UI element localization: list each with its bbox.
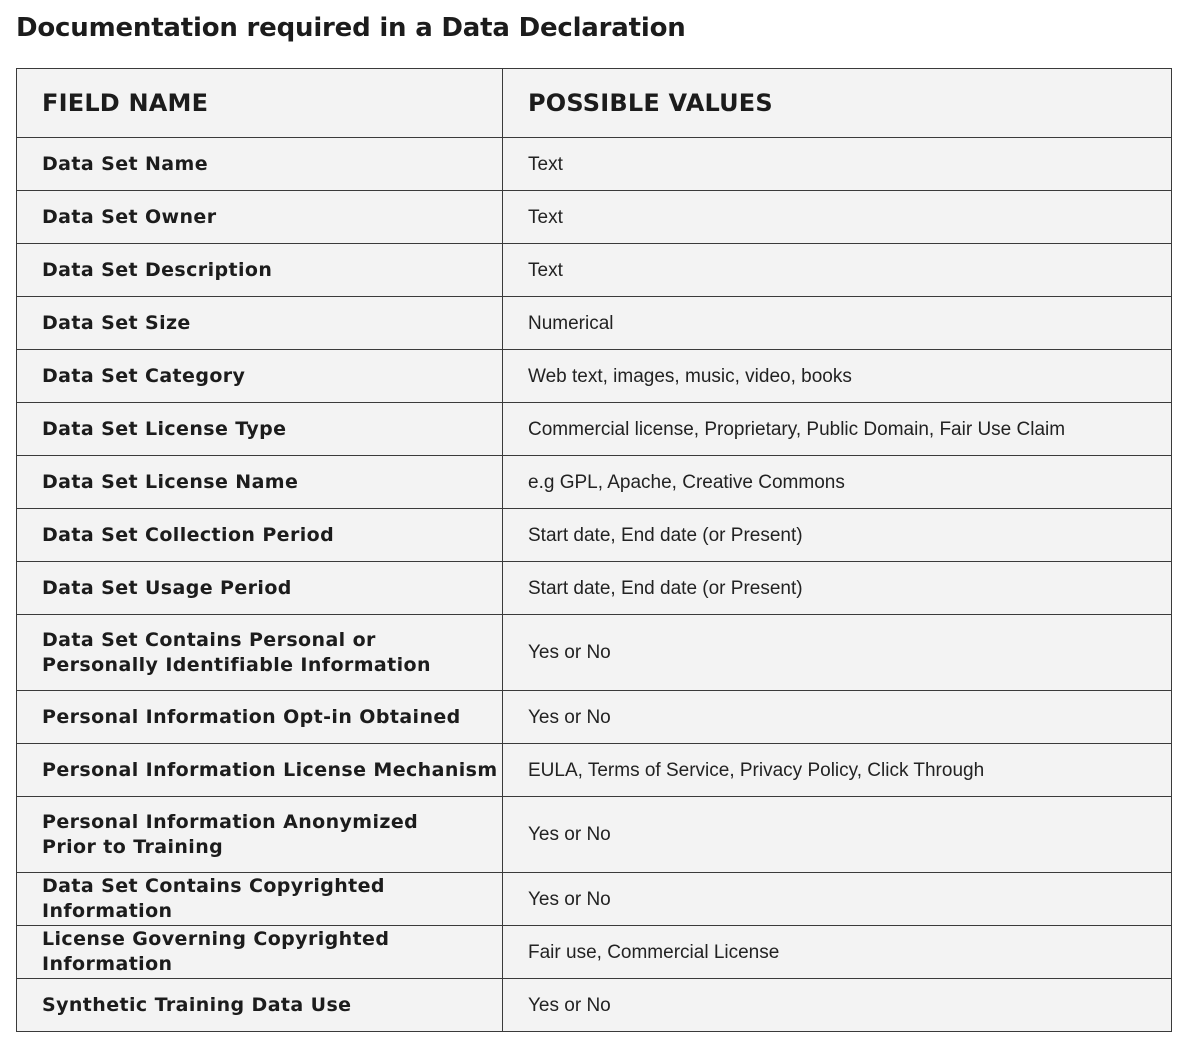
table-row — [17, 244, 1172, 297]
possible-values-cell: Yes or No — [503, 873, 1172, 926]
field-name-cell: Data Set Owner — [17, 191, 503, 244]
data-declaration-table — [16, 68, 1172, 1032]
possible-values-cell: Start date, End date (or Present) — [503, 509, 1172, 562]
possible-values-cell: Yes or No — [503, 797, 1172, 873]
field-name-cell: Data Set Contains Personal or Personally Identifiable Information — [17, 615, 503, 691]
table-row — [17, 297, 1172, 350]
possible-values-cell: Web text, images, music, video, books — [503, 350, 1172, 403]
possible-values-cell: Text — [503, 244, 1172, 297]
table-row — [17, 744, 1172, 797]
table-row — [17, 350, 1172, 403]
table-row — [17, 138, 1172, 191]
table-row — [17, 926, 1172, 979]
possible-values-cell: Yes or No — [503, 615, 1172, 691]
field-name-cell: Data Set Usage Period — [17, 562, 503, 615]
possible-values-cell: Yes or No — [503, 691, 1172, 744]
table-row — [17, 615, 1172, 691]
possible-values-cell: Yes or No — [503, 979, 1172, 1032]
field-name-cell: Personal Information Opt-in Obtained — [17, 691, 503, 744]
table-row — [17, 562, 1172, 615]
table-row — [17, 191, 1172, 244]
possible-values-cell: Numerical — [503, 297, 1172, 350]
table-row — [17, 797, 1172, 873]
field-name-cell: Data Set License Type — [17, 403, 503, 456]
column-header-possible-values: POSSIBLE VALUES — [503, 69, 1172, 138]
field-name-cell: Personal Information Anonymized Prior to Training — [17, 797, 503, 873]
possible-values-cell: e.g GPL, Apache, Creative Commons — [503, 456, 1172, 509]
field-name-cell: Personal Information License Mechanism — [17, 744, 503, 797]
table-row — [17, 691, 1172, 744]
column-header-field-name: FIELD NAME — [17, 69, 503, 138]
possible-values-cell: Fair use, Commercial License — [503, 926, 1172, 979]
page-title: Documentation required in a Data Declaration — [16, 13, 686, 43]
possible-values-cell: Commercial license, Proprietary, Public Domain, Fair Use Claim — [503, 403, 1172, 456]
table-row — [17, 509, 1172, 562]
field-name-cell: Data Set Collection Period — [17, 509, 503, 562]
possible-values-cell: Start date, End date (or Present) — [503, 562, 1172, 615]
field-name-cell: Data Set Contains Copyrighted Information — [17, 873, 503, 926]
possible-values-cell: EULA, Terms of Service, Privacy Policy, Click Through — [503, 744, 1172, 797]
field-name-cell: Synthetic Training Data Use — [17, 979, 503, 1032]
field-name-cell: License Governing Copyrighted Information — [17, 926, 503, 979]
field-name-cell: Data Set Category — [17, 350, 503, 403]
possible-values-cell: Text — [503, 138, 1172, 191]
field-name-cell: Data Set Size — [17, 297, 503, 350]
possible-values-cell: Text — [503, 191, 1172, 244]
field-name-cell: Data Set License Name — [17, 456, 503, 509]
field-name-cell: Data Set Description — [17, 244, 503, 297]
table-row — [17, 456, 1172, 509]
table-header-row — [17, 69, 1172, 138]
table-row — [17, 403, 1172, 456]
table-row — [17, 873, 1172, 926]
field-name-cell: Data Set Name — [17, 138, 503, 191]
table-row — [17, 979, 1172, 1032]
